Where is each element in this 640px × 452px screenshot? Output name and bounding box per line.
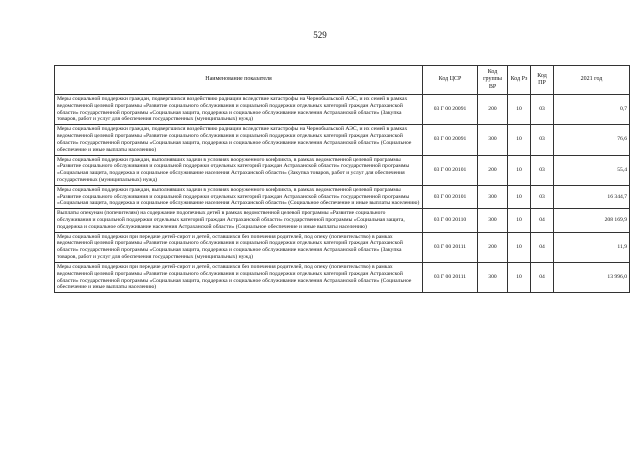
header-rz: Код Рз — [508, 66, 531, 95]
row-name: Меры социальной поддержки граждан, подвергшихся воздействию радиации вследствие катастрофы на Чернобыльской АЭС, и их семей в рамках ведомственной целевой программы «Развитие социального обслуживания и социальной поддержки отдельных категорий граждан Астраханской области» государственной программы «Социальная защита, поддержка и социальное обслуживание населения Астраханской области» (Социальное обеспечение и иные выплаты населению) — [55, 125, 423, 155]
row-pr: 03 — [531, 95, 554, 125]
row-vr: 300 — [478, 209, 508, 232]
row-pr: 04 — [531, 232, 554, 262]
table-row — [55, 155, 630, 185]
row-vr: 300 — [478, 262, 508, 292]
table-row — [55, 209, 630, 232]
row-amount: 208 169,9 — [554, 209, 630, 232]
row-pr: 03 — [531, 185, 554, 208]
header-vr: Код группы ВР — [478, 66, 508, 95]
page-number: 529 — [313, 30, 327, 40]
table-row — [55, 262, 630, 292]
row-csr: 03 Г 00 20091 — [423, 95, 478, 125]
row-vr: 300 — [478, 185, 508, 208]
row-amount: 13 996,0 — [554, 262, 630, 292]
row-rz: 10 — [508, 232, 531, 262]
budget-table — [54, 65, 630, 293]
table-row — [55, 185, 630, 208]
row-name: Меры социальной поддержки граждан, выполнявших задачи в условиях вооруженного конфликта, в рамках ведомственной целевой программы «Развитие социального обслуживания и социальной поддержки отдельных категорий граждан Астраханской области» государственной программы «Социальная защита, поддержка и социальное обслуживание населения Астраханской области» (Социальное обеспечение и иные выплаты населению) — [55, 185, 423, 208]
table-row — [55, 232, 630, 262]
row-csr: 03 Г 00 20110 — [423, 209, 478, 232]
row-amount: 11,9 — [554, 232, 630, 262]
row-csr: 03 Г 00 20111 — [423, 232, 478, 262]
row-amount: 76,6 — [554, 125, 630, 155]
row-csr: 03 Г 00 20101 — [423, 185, 478, 208]
row-rz: 10 — [508, 125, 531, 155]
row-amount: 16 344,7 — [554, 185, 630, 208]
table-row — [55, 125, 630, 155]
row-csr: 03 Г 00 20091 — [423, 125, 478, 155]
header-year: 2021 год — [554, 66, 630, 95]
row-rz: 10 — [508, 95, 531, 125]
row-csr: 03 Г 00 20111 — [423, 262, 478, 292]
row-name: Выплаты опекунам (попечителям) на содержание подопечных детей в рамках ведомственной целевой программы «Развитие социального обслуживания и социальной поддержки отдельных категорий граждан Астраханской области» государственной программы «Социальная защита, поддержка и социальное обслуживание населения Астраханской области» (Социальное обеспечение и иные выплаты населению) — [55, 209, 423, 232]
row-name: Меры социальной поддержки граждан, выполнявших задачи в условиях вооруженного конфликта, в рамках ведомственной целевой программы «Развитие социального обслуживания и социальной поддержки отдельных категорий граждан Астраханской области» государственной программы «Социальная защита, поддержка и социальное обслуживание населения Астраханской области» (Закупка товаров, работ и услуг для обеспечения государственных (муниципальных) нужд) — [55, 155, 423, 185]
row-pr: 03 — [531, 125, 554, 155]
row-rz: 10 — [508, 209, 531, 232]
row-amount: 0,7 — [554, 95, 630, 125]
row-vr: 300 — [478, 125, 508, 155]
row-pr: 04 — [531, 262, 554, 292]
row-vr: 200 — [478, 95, 508, 125]
row-rz: 10 — [508, 262, 531, 292]
row-vr: 200 — [478, 155, 508, 185]
table-header-row — [55, 66, 630, 95]
row-name: Меры социальной поддержки при передаче детей-сирот и детей, оставшихся без попечения родителей, под опеку (попечительство) в рамках ведомственной целевой программы «Развитие социального обслуживания и социальной поддержки отдельных категорий граждан Астраханской области» государственной программы «Социальная защита, поддержка и социальное обслуживание населения Астраханской области» (Социальное обеспечение и иные выплаты населению) — [55, 262, 423, 292]
row-amount: 55,4 — [554, 155, 630, 185]
row-rz: 10 — [508, 185, 531, 208]
table-row — [55, 95, 630, 125]
row-pr: 03 — [531, 155, 554, 185]
header-pr: Код ПР — [531, 66, 554, 95]
header-csr: Код ЦСР — [423, 66, 478, 95]
row-name: Меры социальной поддержки при передаче детей-сирот и детей, оставшихся без попечения родителей, под опеку (попечительство) в рамках ведомственной целевой программы «Развитие социального обслуживания и социальной поддержки отдельных категорий граждан Астраханской области» государственной программы «Социальная защита, поддержка и социальное обслуживание населения Астраханской области» (Закупка товаров, работ и услуг для обеспечения государственных (муниципальных) нужд) — [55, 232, 423, 262]
header-name: Наименование показателя — [55, 66, 423, 95]
row-pr: 04 — [531, 209, 554, 232]
row-csr: 03 Г 00 20101 — [423, 155, 478, 185]
row-name: Меры социальной поддержки граждан, подвергшихся воздействию радиации вследствие катастрофы на Чернобыльской АЭС, и их семей в рамках ведомственной целевой программы «Развитие социального обслуживания и социальной поддержки отдельных категорий граждан Астраханской области» государственной программы «Социальная защита, поддержка и социальное обслуживание населения Астраханской области» (Закупка товаров, работ и услуг для обеспечения государственных (муниципальных) нужд) — [55, 95, 423, 125]
row-vr: 200 — [478, 232, 508, 262]
row-rz: 10 — [508, 155, 531, 185]
